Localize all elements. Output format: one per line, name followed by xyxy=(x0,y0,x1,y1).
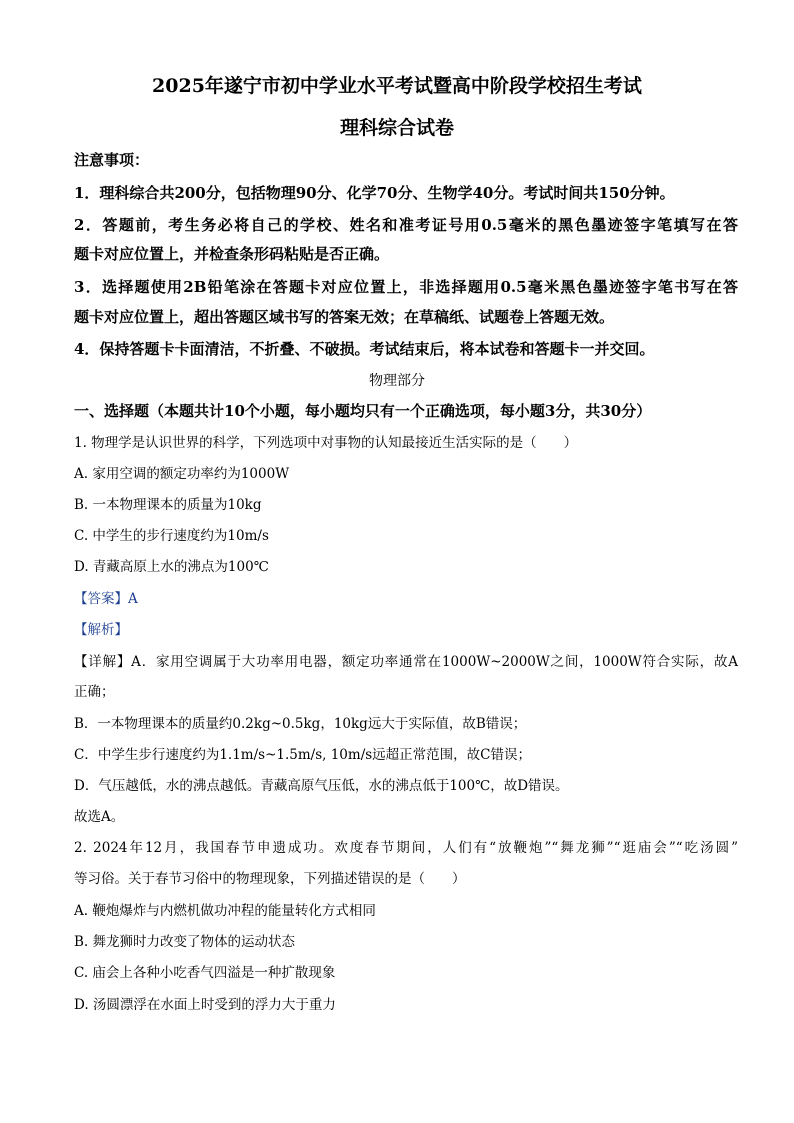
q2-stem-line: 2. 2024年12月，我国春节申遗成功。欢度春节期间，人们有“放鞭炮”“舞龙狮”“逛庙会”“吃汤圆” xyxy=(74,840,738,856)
note-item: 题卡对应位置上，超出答题区域书写的答案无效；在草稿纸、试题卷上答题无效。 xyxy=(74,308,615,326)
section-title: 物理部分 xyxy=(369,373,425,389)
note-item: 2．答题前，考生务必将自己的学校、姓名和准考证号用0.5毫米的黑色墨迹签字笔填写在答 xyxy=(74,216,738,234)
note-item: 题卡对应位置上，并检查条形码粘贴是否正确。 xyxy=(74,245,390,263)
note-item: 3．选择题使用2B铅笔涂在答题卡对应位置上，非选择题用0.5毫米黑色墨迹签字笔书写在答 xyxy=(74,278,738,296)
q1-detail-line: C．中学生步行速度约为1.1m/s~1.5m/s, 10m/s远超正常范围，故C错误； xyxy=(74,747,532,763)
note-item: 1．理科综合共200分，包括物理90分、化学70分、生物学40分。考试时间共150分钟。 xyxy=(74,184,675,202)
q1-detail-line: 【详解】A．家用空调属于大功率用电器，额定功率通常在1000W~2000W之间，1000W符合实际，故A xyxy=(74,654,738,670)
q1-option-a: A. 家用空调的额定功率约为1000W xyxy=(74,466,290,482)
notes-heading: 注意事项： xyxy=(74,151,150,169)
q1-detail-line: 正确； xyxy=(74,684,115,700)
q1-option-d: D. 青藏高原上水的沸点为100℃ xyxy=(74,559,269,575)
q2-option-a: A. 鞭炮爆炸与内燃机做功冲程的能量转化方式相同 xyxy=(74,903,376,919)
q1-detail-line: D．气压越低，水的沸点越低。青藏高原气压低，水的沸点低于100℃，故D错误。 xyxy=(74,778,569,794)
q1-answer: 【答案】A xyxy=(74,591,138,607)
q2-stem-line: 等习俗。关于春节习俗中的物理现象，下列描述错误的是（ ） xyxy=(74,871,466,887)
exam-title: 2025年遂宁市初中学业水平考试暨高中阶段学校招生考试 xyxy=(152,75,642,97)
q1-option-b: B. 一本物理课本的质量为10kg xyxy=(74,497,262,513)
q2-option-b: B. 舞龙狮时力改变了物体的运动状态 xyxy=(74,934,296,950)
q1-detail-line: B．一本物理课本的质量约0.2kg~0.5kg，10kg远大于实际值，故B错误； xyxy=(74,716,527,732)
q1-option-c: C. 中学生的步行速度约为10m/s xyxy=(74,528,269,544)
q2-option-d: D. 汤圆漂浮在水面上时受到的浮力大于重力 xyxy=(74,997,336,1013)
note-item: 4．保持答题卡卡面清洁，不折叠、不破损。考试结束后，将本试卷和答题卡一并交回。 xyxy=(74,340,655,358)
q1-analysis-label: 【解析】 xyxy=(74,622,128,638)
part-heading: 一、选择题（本题共计10个小题，每小题均只有一个正确选项，每小题3分，共30分） xyxy=(74,402,652,420)
q2-option-c: C. 庙会上各种小吃香气四溢是一种扩散现象 xyxy=(74,965,336,981)
q1-detail-line: 故选A。 xyxy=(74,809,125,825)
exam-subtitle: 理科综合试卷 xyxy=(339,117,454,139)
q1-stem: 1. 物理学是认识世界的科学，下列选项中对事物的认知最接近生活实际的是（ ） xyxy=(74,435,578,451)
